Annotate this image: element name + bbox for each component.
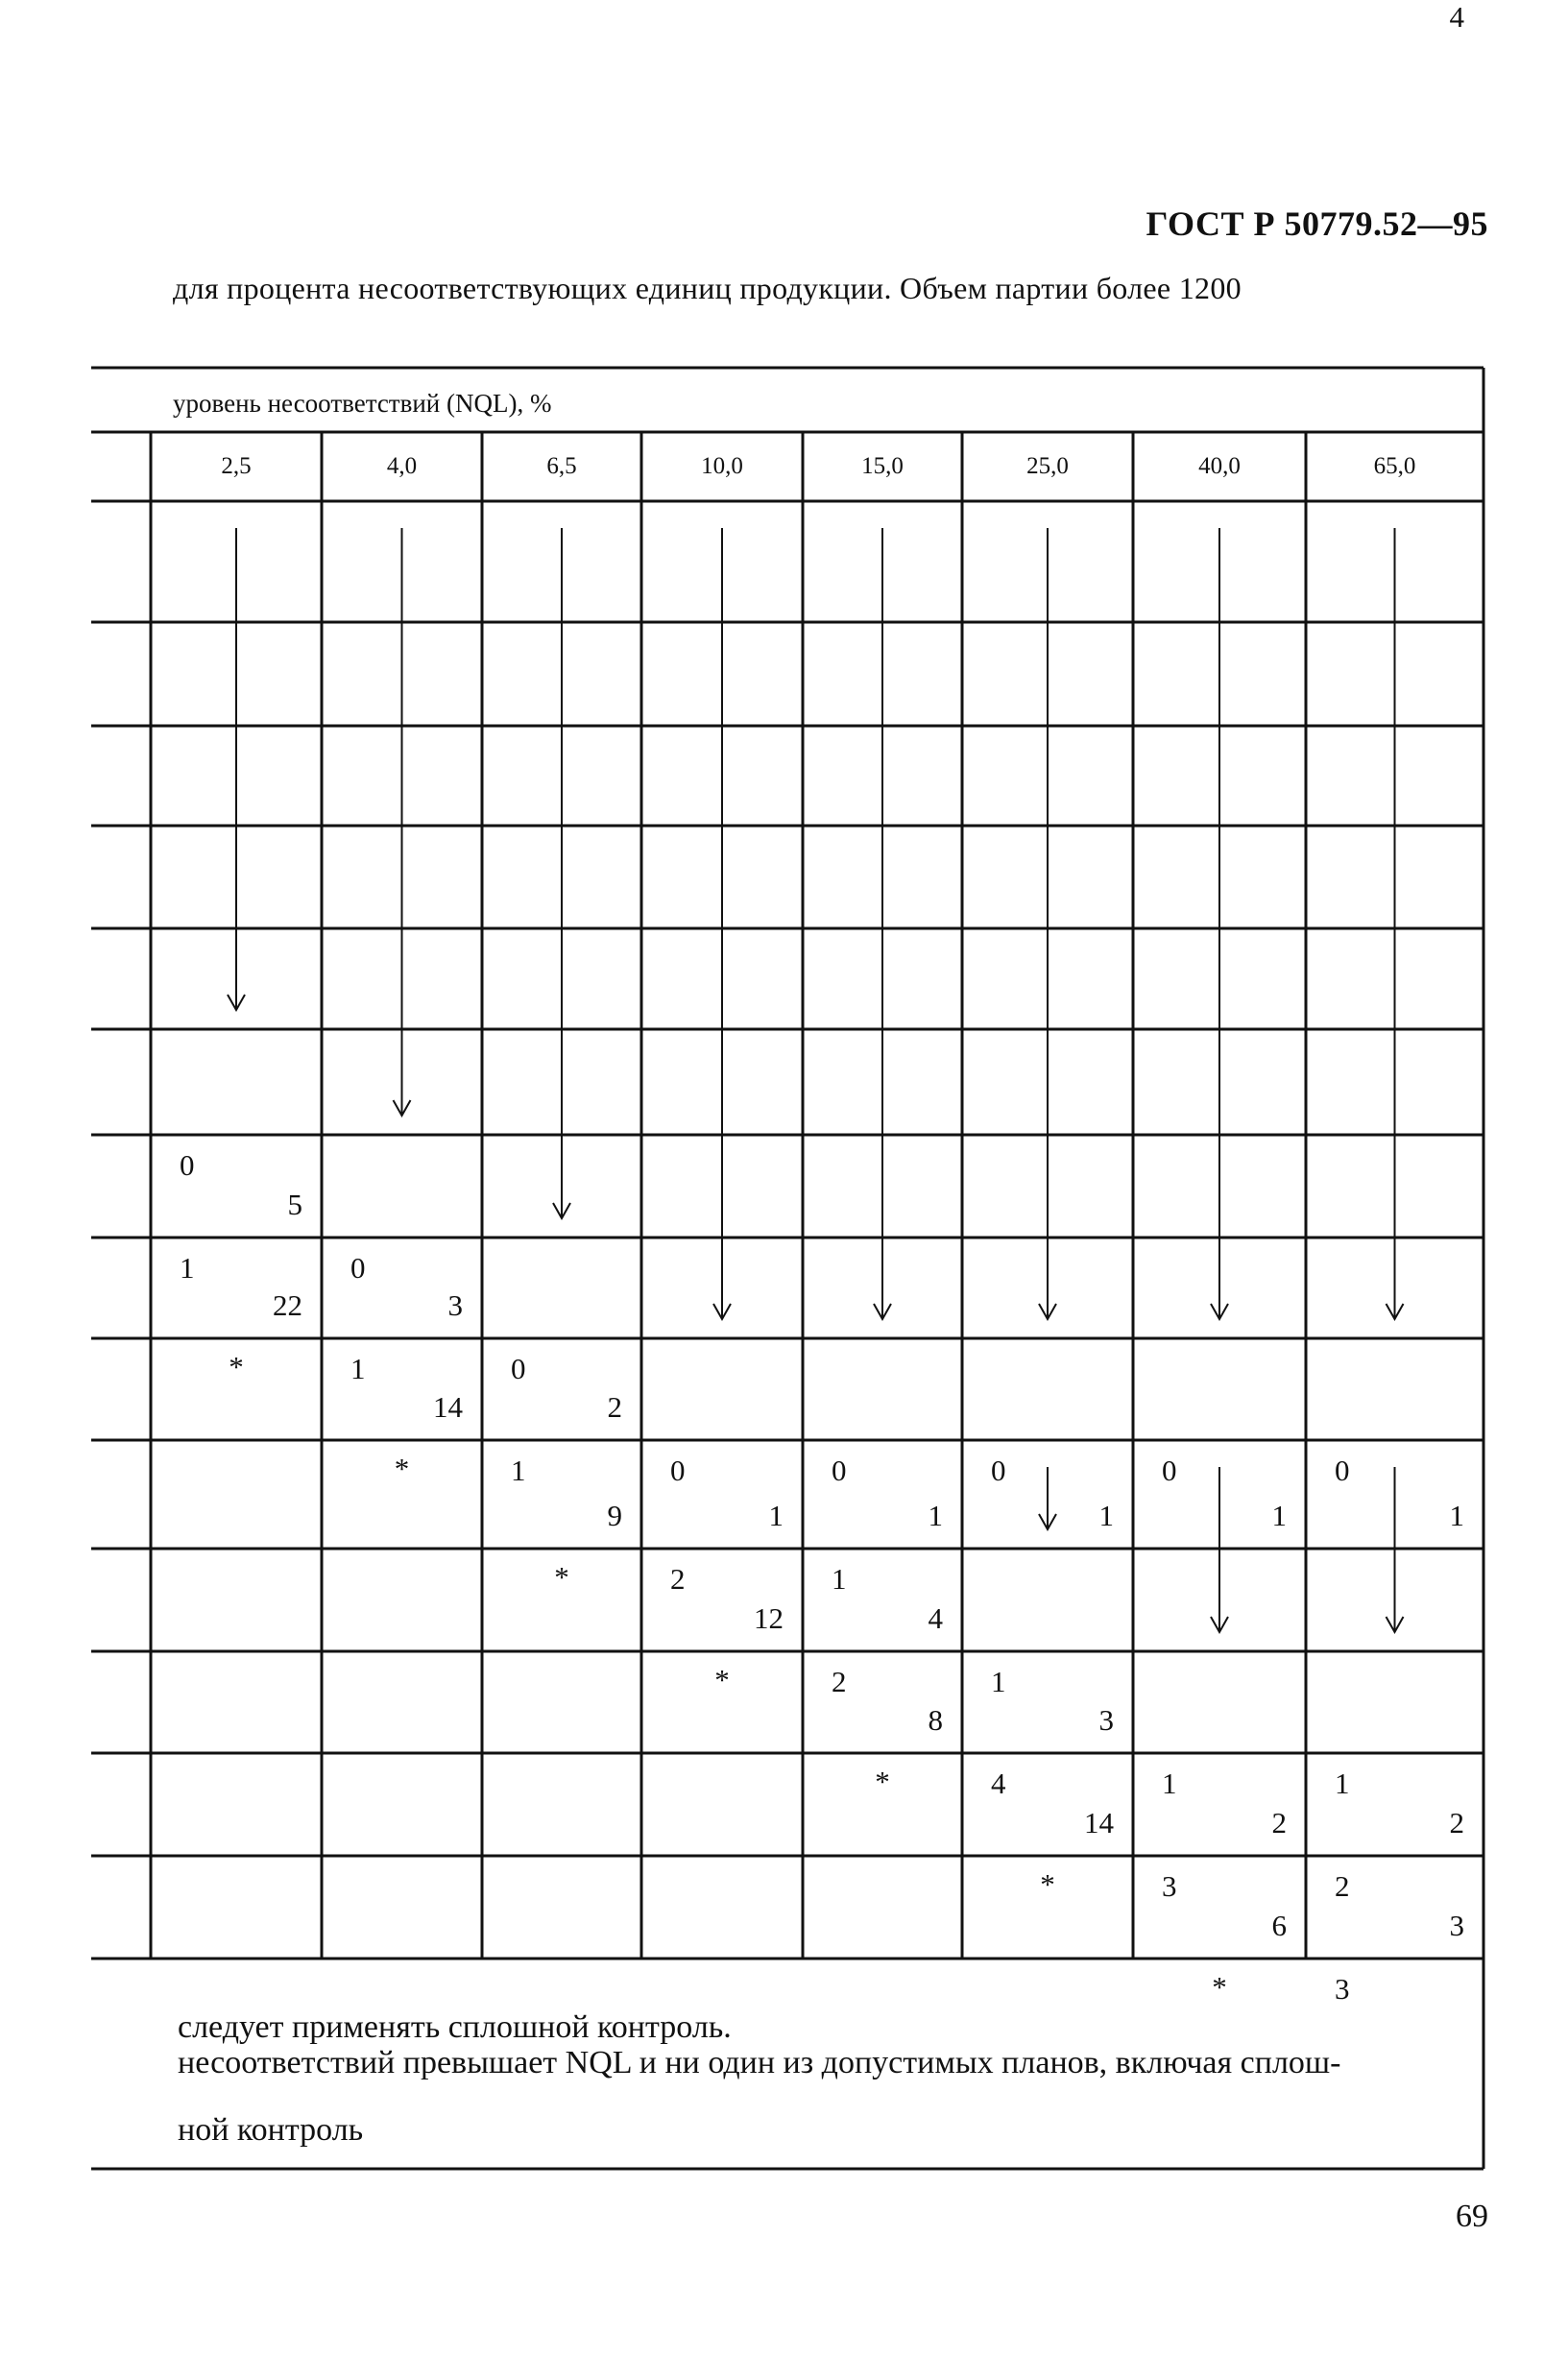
sample-size: 3 [1098,1703,1114,1737]
full-inspection-mark: * [1212,1970,1227,2004]
down-arrow-icon [1387,528,1404,1319]
column-header-3: 10,0 [701,453,743,479]
acceptance-number: 3 [1335,1972,1350,2006]
document-code: ГОСТ Р 50779.52—95 [1146,204,1488,243]
column-header-7: 65,0 [1373,453,1416,479]
full-inspection-mark: * [394,1452,410,1485]
sample-size: 14 [433,1390,463,1424]
sample-size: 1 [928,1499,943,1532]
acceptance-number: 1 [1335,1767,1350,1800]
full-inspection-mark: * [875,1765,890,1798]
sample-size: 6 [1271,1909,1287,1942]
page-number: 69 [1456,2199,1488,2234]
note-line-2: несоответствий превышает NQL и ни один из допустимых планов, включая сплош- [178,2045,1341,2080]
acceptance-number: 0 [511,1352,526,1385]
down-arrow-icon [874,528,891,1319]
acceptance-number: 1 [350,1352,366,1385]
acceptance-number: 1 [991,1665,1006,1698]
acceptance-number: 0 [832,1454,847,1487]
sample-size: 14 [1084,1806,1114,1839]
acceptance-number: 3 [1162,1869,1177,1903]
down-arrow-icon [394,528,411,1116]
column-header-2: 6,5 [546,453,577,479]
column-header-6: 40,0 [1198,453,1241,479]
full-inspection-mark: * [229,1350,244,1383]
down-arrow-icon [1039,1467,1056,1529]
down-arrow-icon [1211,528,1228,1319]
sample-size: 8 [928,1703,943,1737]
acceptance-number: 2 [670,1562,686,1596]
full-inspection-mark: * [1040,1867,1055,1901]
sample-size: 12 [754,1601,784,1635]
note-line-3: ной контроль [178,2112,364,2148]
sample-size: 1 [1271,1499,1287,1532]
sample-size: 2 [1449,1806,1464,1839]
sample-size: 5 [287,1188,302,1221]
note-line-1: следует применять сплошной контроль. [178,2009,732,2045]
acceptance-number: 2 [832,1665,847,1698]
sample-size: 4 [928,1601,943,1635]
acceptance-number: 4 [991,1767,1006,1800]
sample-size: 2 [1271,1806,1287,1839]
sample-size: 1 [1449,1499,1464,1532]
acceptance-number: 0 [1335,1454,1350,1487]
sample-size: 2 [607,1390,622,1424]
full-inspection-mark: * [714,1663,730,1696]
table-caption: для процента несоответствующих единиц продукции. Объем партии более 1200 [173,271,1242,305]
sample-size: 1 [1098,1499,1114,1532]
column-header-1: 4,0 [386,453,418,479]
down-arrow-icon [228,528,245,1010]
nql-level-label: уровень несоответствий (NQL), % [173,389,552,418]
column-header-4: 15,0 [861,453,904,479]
acceptance-number: 0 [991,1454,1006,1487]
sample-size: 22 [273,1288,302,1322]
down-arrow-icon [553,528,570,1218]
acceptance-number: 2 [1335,1869,1350,1903]
full-inspection-mark: * [554,1560,569,1594]
column-header-5: 25,0 [1026,453,1069,479]
acceptance-number: 0 [1162,1454,1177,1487]
sample-size: 1 [768,1499,784,1532]
acceptance-number: 1 [511,1454,526,1487]
acceptance-number: 1 [1162,1767,1177,1800]
acceptance-number: 1 [832,1562,847,1596]
column-header-0: 2,5 [221,453,252,479]
down-arrow-icon [713,528,731,1319]
sample-size: 3 [447,1288,463,1322]
sample-size: 4 [1449,0,1464,34]
acceptance-number: 0 [350,1251,366,1285]
sample-size: 3 [1449,1909,1464,1942]
sample-size: 9 [607,1499,622,1532]
down-arrow-icon [1039,528,1056,1319]
acceptance-number: 1 [180,1251,195,1285]
acceptance-number: 0 [180,1148,195,1182]
acceptance-number: 0 [670,1454,686,1487]
